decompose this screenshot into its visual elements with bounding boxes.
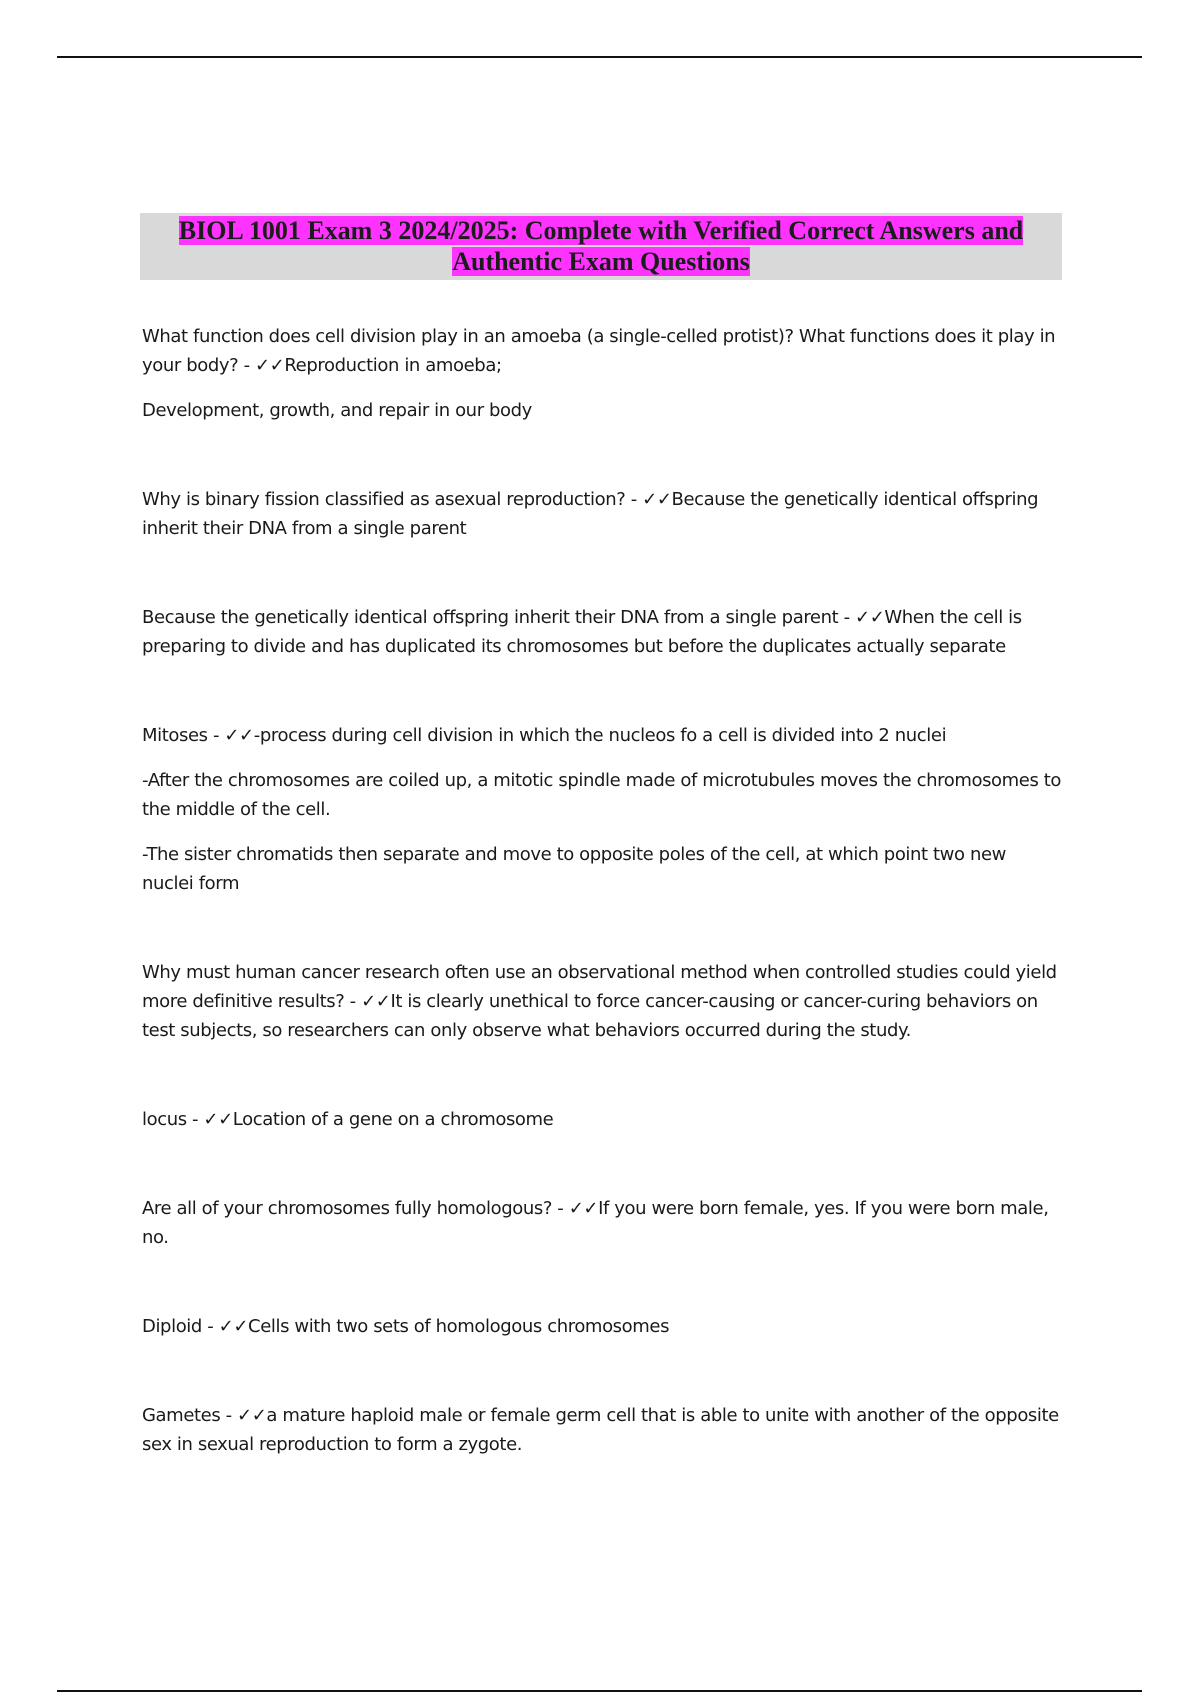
document-title-band: [140, 213, 1062, 280]
qa-cell-division-question: What function does cell division play in an amoeba (a single-celled protist)? What functions does it play in your body? - ✓✓Reproduction in amoeba;: [142, 326, 1056, 376]
qa-diploid: Diploid - ✓✓Cells with two sets of homologous chromosomes: [142, 1316, 670, 1337]
header-rule: [57, 56, 1142, 58]
document-body: [142, 322, 1062, 1459]
qa-binary-fission: Why is binary fission classified as asexual reproduction? - ✓✓Because the genetically identical offspring inherit their DNA from a single parent: [142, 489, 1039, 539]
qa-mitoses: Mitoses - ✓✓-process during cell division in which the nucleos fo a cell is divided into 2 nuclei: [142, 725, 947, 746]
qa-duplicated-chromosomes: Because the genetically identical offspring inherit their DNA from a single parent - ✓✓When the cell is preparing to divide and has duplicated its chromosomes but before the duplicates actually separate: [142, 607, 1022, 657]
qa-cancer-research: Why must human cancer research often use an observational method when controlled studies could yield more definitive results? - ✓✓It is clearly unethical to force cancer-causing or cancer-curing behaviors on test subjects, so researchers can only observe what behaviors occurred during the study.: [142, 962, 1057, 1041]
qa-mitoses-detail-2: -The sister chromatids then separate and move to opposite poles of the cell, at which point two new nuclei form: [142, 844, 1006, 894]
qa-gametes: Gametes - ✓✓a mature haploid male or female germ cell that is able to unite with another of the opposite sex in sexual reproduction to form a zygote.: [142, 1405, 1059, 1455]
qa-cell-division-continuation: Development, growth, and repair in our body: [142, 400, 532, 421]
qa-homologous: Are all of your chromosomes fully homologous? - ✓✓If you were born female, yes. If you were born male, no.: [142, 1198, 1049, 1248]
qa-locus: locus - ✓✓Location of a gene on a chromosome: [142, 1109, 554, 1130]
footer-rule: [57, 1690, 1142, 1692]
qa-mitoses-detail-1: -After the chromosomes are coiled up, a mitotic spindle made of microtubules moves the chromosomes to the middle of the cell.: [142, 770, 1062, 820]
document-title: BIOL 1001 Exam 3 2024/2025: Complete with Verified Correct Answers and Authentic Exam Questions: [178, 216, 1024, 276]
